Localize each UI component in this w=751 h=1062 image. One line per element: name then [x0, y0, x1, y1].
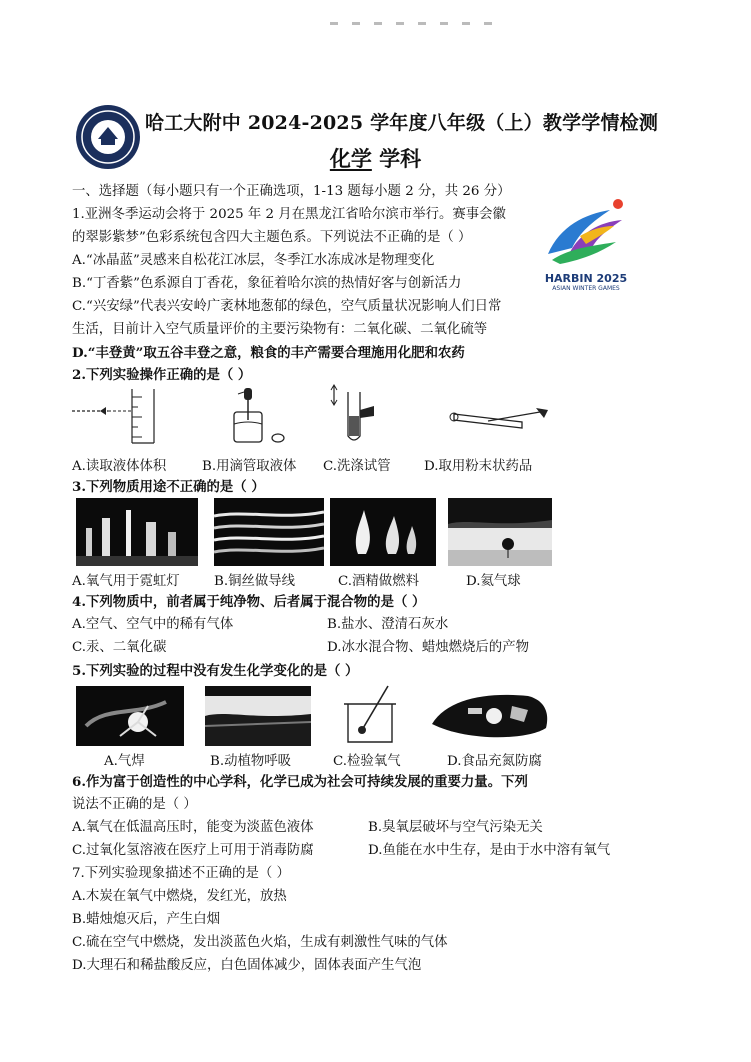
q1-stem-line2: 的翠影紫梦”色彩系统包含四大主题色系。下列说法不正确的是（ ） — [72, 230, 472, 245]
q6-option-c: C.过氧化氢溶液在医疗上可用于消毒防腐 — [72, 843, 314, 858]
q6-option-b: B.臭氧层破坏与空气污染无关 — [368, 820, 543, 835]
q7-option-c: C.硫在空气中燃烧，发出淡蓝色火焰，生成有刺激性气味的气体 — [72, 935, 448, 950]
subject-rest: 学科 — [371, 146, 422, 171]
q6-option-a: A.氧气在低温高压时，能变为淡蓝色液体 — [72, 820, 314, 835]
q2-figure-b-dropper-bottle — [226, 384, 296, 446]
q6-options-row1 — [72, 819, 543, 837]
q3-caption-c: C.酒精做燃料 — [338, 574, 419, 589]
subject-underlined: 化学 — [329, 146, 372, 171]
q2-figure-d-powder-tube — [448, 404, 552, 434]
q6-stem-line2: 说法不正确的是（ ） — [72, 797, 197, 812]
q2-stem: 2.下列实验操作正确的是（ ） — [72, 367, 252, 383]
q3-photo-a-neon-city — [76, 498, 198, 566]
q1-option-d: D.“丰登黄”取五谷丰登之意，粮食的丰产需要合理施用化肥和农药 — [72, 345, 465, 361]
emblem-text-main: HARBIN 2025 — [544, 272, 628, 285]
q1-option-c-cont: 生活，目前计入空气质量评价的主要污染物有：二氧化碳、二氧化硫等 — [72, 322, 488, 337]
q2-caption-c: C.洗涤试管 — [323, 459, 391, 474]
q5-photo-d-food-package — [428, 688, 552, 744]
q4-options-row2 — [72, 639, 529, 657]
q1-option-a: A.“冰晶蓝”灵感来自松花江冰层，冬季江水冻成冰是物理变化 — [72, 253, 435, 268]
q3-caption-d: D.氦气球 — [466, 574, 521, 589]
q2-caption-b: B.用滴管取液体 — [202, 459, 297, 474]
q3-photo-d-balloon-sky — [448, 498, 552, 566]
section-heading: 一、选择题（每小题只有一个正确选项，1-13 题每小题 2 分，共 26 分） — [72, 184, 511, 199]
q1-option-c: C.“兴安绿”代表兴安岭广袤林地葱郁的绿色，空气质量状况影响人们日常 — [72, 299, 502, 314]
harbin-2025-emblem — [540, 196, 632, 292]
q5-stem: 5.下列实验的过程中没有发生化学变化的是（ ） — [72, 663, 359, 679]
q3-caption-a: A.氧气用于霓虹灯 — [72, 574, 180, 589]
q4-option-c: C.汞、二氧化碳 — [72, 640, 167, 655]
exam-title: 哈工大附中 2024-2025 学年度八年级（上）教学学情检测 — [145, 112, 659, 134]
q7-option-d: D.大理石和稀盐酸反应，白色固体减少，固体表面产生气泡 — [72, 958, 422, 973]
q7-option-b: B.蜡烛熄灭后，产生白烟 — [72, 912, 221, 927]
q7-stem: 7.下列实验现象描述不正确的是（ ） — [72, 866, 290, 881]
q3-photo-c-alcohol-flames — [330, 498, 436, 566]
q2-figure-c-test-tube — [328, 382, 378, 446]
q2-caption-a: A.读取液体体积 — [72, 459, 167, 474]
q4-stem: 4.下列物质中，前者属于纯净物、后者属于混合物的是（ ） — [72, 594, 426, 610]
q4-option-a: A.空气、空气中的稀有气体 — [72, 617, 234, 632]
q2-figure-a-graduated-cylinder — [72, 385, 168, 445]
emblem-skater-icon — [540, 196, 632, 266]
q6-option-d: D.鱼能在水中生存，是由于水中溶有氧气 — [368, 843, 611, 858]
q1-option-b: B.“丁香紫”色系源自丁香花，象征着哈尔滨的热情好客与创新活力 — [72, 276, 462, 291]
q5-caption-b: B.动植物呼吸 — [210, 754, 292, 769]
q5-caption-a: A.气焊 — [104, 754, 145, 769]
q3-caption-b: B.铜丝做导线 — [214, 574, 296, 589]
q3-stem: 3.下列物质用途不正确的是（ ） — [72, 479, 265, 495]
q6-options-row2 — [72, 842, 610, 860]
q7-option-a: A.木炭在氧气中燃烧，发红光，放热 — [72, 889, 287, 904]
q5-caption-d: D.食品充氮防腐 — [447, 754, 542, 769]
scan-marks — [330, 22, 510, 28]
q4-options-row1 — [72, 616, 448, 634]
q5-photo-a-welding — [76, 686, 184, 746]
q5-photo-b-landscape — [205, 686, 311, 746]
q5-caption-c: C.检验氧气 — [333, 754, 401, 769]
q5-figure-c-oxygen-test — [340, 682, 406, 746]
emblem-text-sub: ASIAN WINTER GAMES — [552, 285, 620, 292]
q4-option-d: D.冰水混合物、蜡烛燃烧后的产物 — [327, 640, 529, 655]
subject-title — [0, 143, 751, 173]
q1-stem-line1: 1.亚洲冬季运动会将于 2025 年 2 月在黑龙江省哈尔滨市举行。赛事会徽 — [72, 207, 506, 222]
q3-photo-b-copper-wire — [214, 498, 324, 566]
q6-stem-line1: 6.作为富于创造性的中心学科，化学已成为社会可持续发展的重要力量。下列 — [72, 774, 528, 790]
q2-caption-d: D.取用粉末状药品 — [424, 459, 533, 474]
q4-option-b: B.盐水、澄清石灰水 — [327, 617, 449, 632]
